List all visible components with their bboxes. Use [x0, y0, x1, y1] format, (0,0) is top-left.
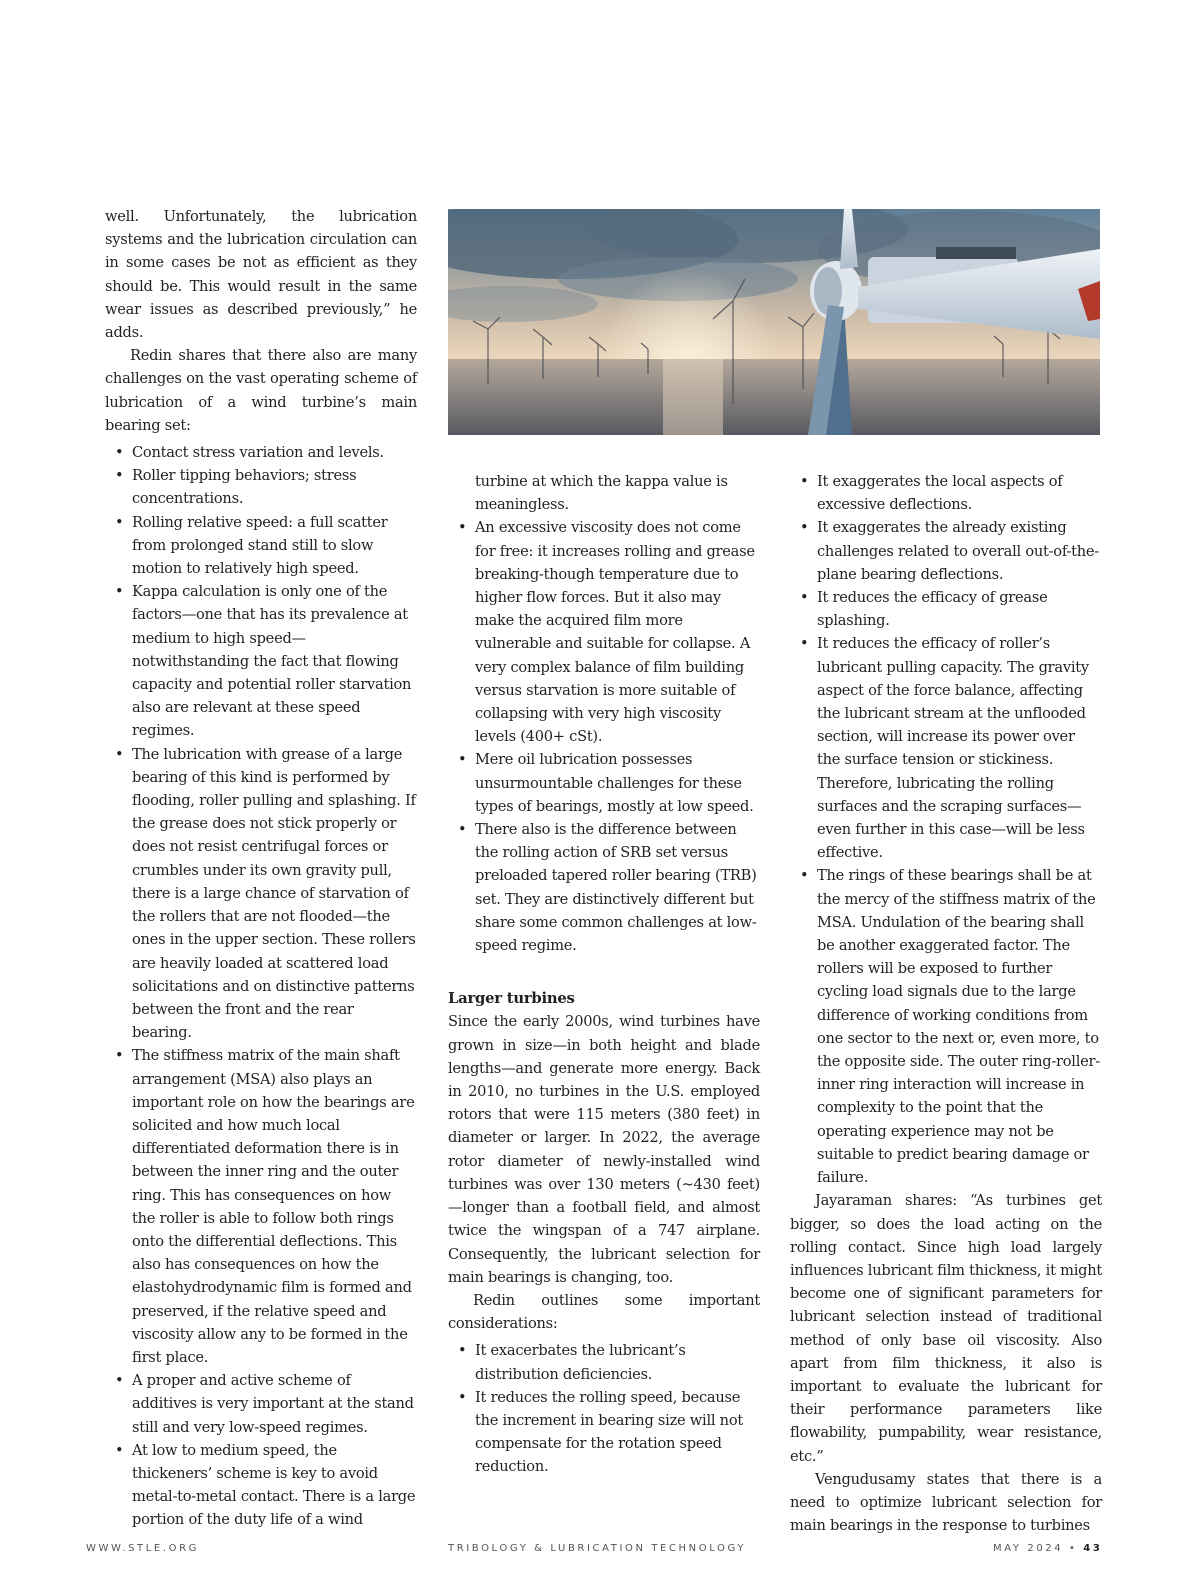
column-1: [105, 205, 417, 1532]
paragraph: Redin outlines some important considerations:: [448, 1291, 760, 1333]
list-item: • It reduces the rolling speed, because the increment in bearing size will not compensate for the rotation speed reduction.: [448, 1386, 760, 1479]
list-item: • Roller tipping behaviors; stress concentrations.: [105, 464, 417, 510]
column-2: [448, 470, 760, 1479]
footer-separator: •: [1069, 1543, 1078, 1554]
list-item: • Mere oil lubrication possesses unsurmountable challenges for these types of bearings, mostly at low speed.: [448, 748, 760, 818]
column-3: [790, 470, 1102, 1537]
list-item: • It exaggerates the already existing challenges related to overall out-of-the-plane bearing deflections.: [790, 516, 1102, 586]
footer-date-page: [993, 1543, 1102, 1554]
paragraph: well. Unfortunately, the lubrication systems and the lubrication circulation can in some cases be not as efficient as they should be. This would result in the same wear issues as described previously,” he adds.: [105, 208, 417, 342]
list-item: • The rings of these bearings shall be at the mercy of the stiffness matrix of the MSA. Undulation of the bearing shall be another exaggerated factor. The rollers will be exposed to further cycling load signals due to the large difference of working conditions from one sector to the next or, even more, to the opposite side. The outer ring-roller-inner ring interaction will increase in complexity to the point that the operating experience may not be suitable to predict bearing damage or failure.: [790, 864, 1102, 1189]
list-item: • A proper and active scheme of additives is very important at the stand still and very low-speed regimes.: [105, 1369, 417, 1439]
list-item: • The lubrication with grease of a large bearing of this kind is performed by flooding, roller pulling and splashing. If the grease does not stick properly or does not resist centrifugal forces or crumbles under its own gravity pull, there is a large chance of starvation of the rollers that are not flooded—the ones in the upper section. These rollers are heavily loaded at scattered load solicitations and on distinctive patterns between the front and the rear bearing.: [105, 743, 417, 1045]
paragraph: Jayaraman shares: “As turbines get bigger, so does the load acting on the rolling contact. Since high load largely influences lubricant film thickness, it might become one of significant parameters for lubricant selection instead of traditional method of only base oil viscosity. Also apart from film thickness, it also is important to evaluate the lubricant for their performance parameters like flowability, pumpability, wear resistance, etc.”: [790, 1192, 1102, 1465]
list-item: • At low to medium speed, the thickeners’ scheme is key to avoid metal-to-metal contact. There is a large portion of the duty life of a wind: [105, 1439, 417, 1532]
bullet-list: [790, 470, 1102, 1189]
list-item: • An excessive viscosity does not come for free: it increases rolling and grease breaking-though temperature due to higher flow forces. But it also may make the acquired film more vulnerable and suitable for collapse. A very complex balance of film building versus starvation is more suitable of collapsing with very high viscosity levels (400+ cSt).: [448, 516, 760, 748]
list-item: • It exacerbates the lubricant’s distribution deficiencies.: [448, 1339, 760, 1385]
section-heading: Larger turbines: [448, 990, 575, 1008]
paragraph: Vengudusamy states that there is a need to optimize lubricant selection for main bearings in the response to turbines: [790, 1470, 1102, 1535]
list-item-continuation: turbine at which the kappa value is meaningless.: [475, 473, 728, 514]
paragraph: Redin shares that there also are many challenges on the vast operating scheme of lubrication of a wind turbine’s main bearing set:: [105, 347, 417, 434]
paragraph: Since the early 2000s, wind turbines have grown in size—in both height and blade lengths—and generate more energy. Back in 2010, no turbines in the U.S. employed rotors that were 115 meters (380 feet) in diameter or larger. In 2022, the average rotor diameter of newly-installed wind turbines was over 130 meters (~430 feet)—longer than a football field, and almost twice the wingspan of a 747 airplane. Consequently, the lubricant selection for main bearings is changing, too.: [448, 1013, 760, 1286]
list-item: • It reduces the efficacy of grease splashing.: [790, 586, 1102, 632]
footer-date: MAY 2024: [993, 1543, 1064, 1554]
bullet-list: [448, 470, 760, 957]
footer-publication: TRIBOLOGY & LUBRICATION TECHNOLOGY: [448, 1543, 747, 1554]
list-item: • There also is the difference between the rolling action of SRB set versus preloaded tapered roller bearing (TRB) set. They are distinctively different but share some common challenges at low-speed regime.: [448, 818, 760, 957]
wind-turbine-photo: [448, 209, 1100, 435]
list-item: • Rolling relative speed: a full scatter from prolonged stand still to slow motion to relatively high speed.: [105, 511, 417, 581]
list-item: • It exaggerates the local aspects of excessive deflections.: [790, 470, 1102, 516]
list-item: • Kappa calculation is only one of the factors—one that has its prevalence at medium to high speed—notwithstanding the fact that flowing capacity and potential roller starvation also are relevant at these speed regimes.: [105, 580, 417, 742]
bullet-list: [105, 441, 417, 1532]
list-item: • Contact stress variation and levels.: [105, 441, 417, 464]
footer-website: WWW.STLE.ORG: [86, 1543, 199, 1554]
list-item: • It reduces the efficacy of roller’s lubricant pulling capacity. The gravity aspect of the force balance, affecting the lubricant stream at the unflooded section, will increase its power over the surface tension or stickiness. Therefore, lubricating the rolling surfaces and the scraping surfaces—even further in this case—will be less effective.: [790, 632, 1102, 864]
bullet-list: [448, 1339, 760, 1478]
list-item: • The stiffness matrix of the main shaft arrangement (MSA) also plays an important role on how the bearings are solicited and how much local differentiated deformation there is in between the inner ring and the outer ring. This has consequences on how the roller is able to follow both rings onto the differential deflections. This also has consequences on how the elastohydrodynamic film is formed and preserved, if the relative speed and viscosity allow any to be formed in the first place.: [105, 1044, 417, 1369]
page-number: 43: [1083, 1543, 1103, 1554]
